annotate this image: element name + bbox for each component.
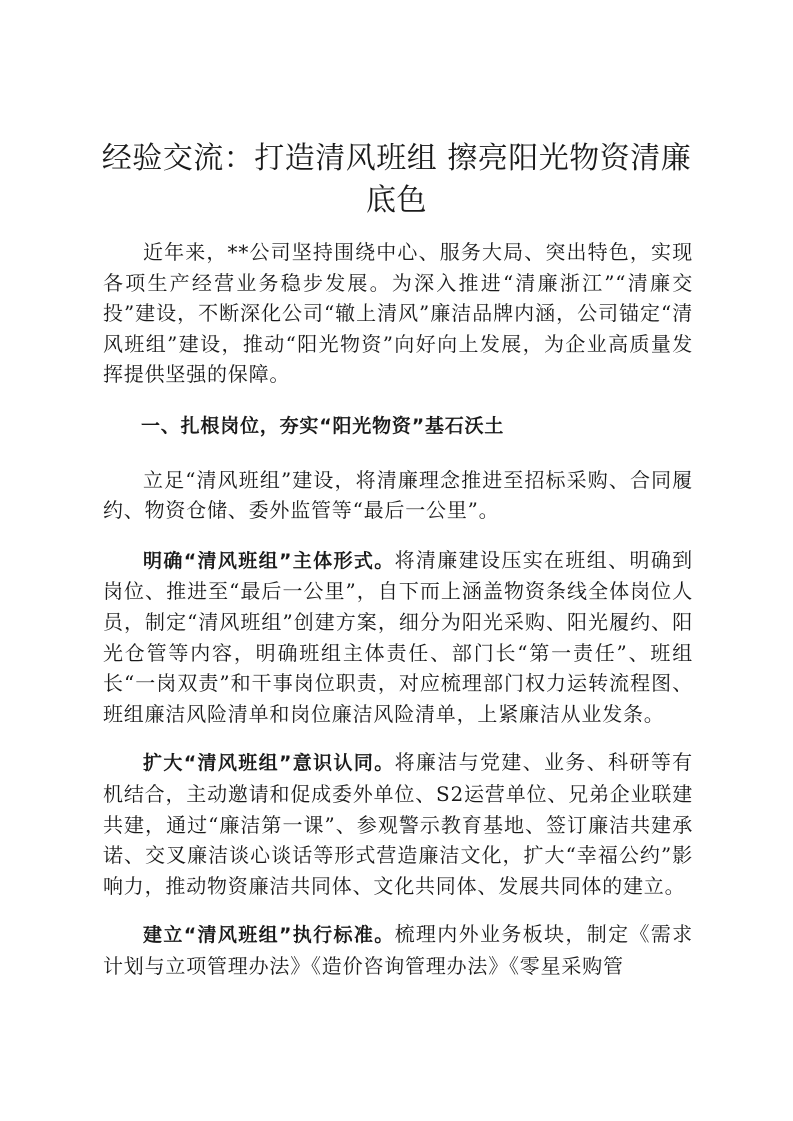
paragraph-lead: 明确“清风班组”主体形式。 [143, 549, 395, 572]
section-heading: 一、扎根岗位，夯实“阳光物资”基石沃土 [141, 414, 505, 437]
intro-paragraph: 近年来，**公司坚持围绕中心、服务大局、突出特色，实现各项生产经营业务稳步发展。为深入推进“清廉浙江”“清廉交投”建设，不断深化公司“辙上清风”廉洁品牌内涵，公司锚定“清风班组”建设，推动“阳光物资”向好向上发展，为企业高质量发挥提供坚强的保障。 [103, 240, 693, 387]
title-line-1: 经验交流：打造清风班组 擦亮阳光物资清廉 [101, 141, 692, 176]
paragraph-body: 将廉洁与党建、业务、科研等有机结合，主动邀请和促成委外单位、S2运营单位、兄弟企业联建共建，通过“廉洁第一课”、参观警示教育基地、签订廉洁共建承诺、交叉廉洁谈心谈话等形式营造廉洁文化，扩大“幸福公约”影响力，推动物资廉洁共同体、文化共同体、发展共同体的建立。 [103, 750, 693, 898]
paragraph-standard [103, 919, 693, 981]
section-intro-paragraph: 立足“清风班组”建设，将清廉理念推进至招标采购、合同履约、物资仓储、委外监管等“最后一公里”。 [103, 467, 693, 523]
paragraph-body: 梳理内外业务板块，制定《需求计划与立项管理办法》《造价咨询管理办法》《零星采购管 [103, 922, 693, 978]
paragraph-main-form [103, 545, 693, 730]
document-body [103, 237, 693, 981]
paragraph-lead: 扩大“清风班组”意识认同。 [143, 752, 395, 775]
title-line-2: 底色 [366, 183, 427, 218]
document-title [100, 138, 693, 222]
paragraph-body: 将清廉建设压实在班组、明确到岗位、推进至“最后一公里”，自下而上涵盖物资条线全体岗位人员，制定“清风班组”创建方案，细分为阳光采购、阳光履约、阳光仓管等内容，明确班组主体责任、部门长“第一责任”、班组长“一岗双责”和干事岗位职责，对应梳理部门权力运转流程图、班组廉洁风险清单和岗位廉洁风险清单，上紧廉洁从业发条。 [103, 547, 693, 726]
paragraph-identity [103, 747, 693, 901]
paragraph-lead: 建立“清风班组”执行标准。 [143, 924, 395, 947]
